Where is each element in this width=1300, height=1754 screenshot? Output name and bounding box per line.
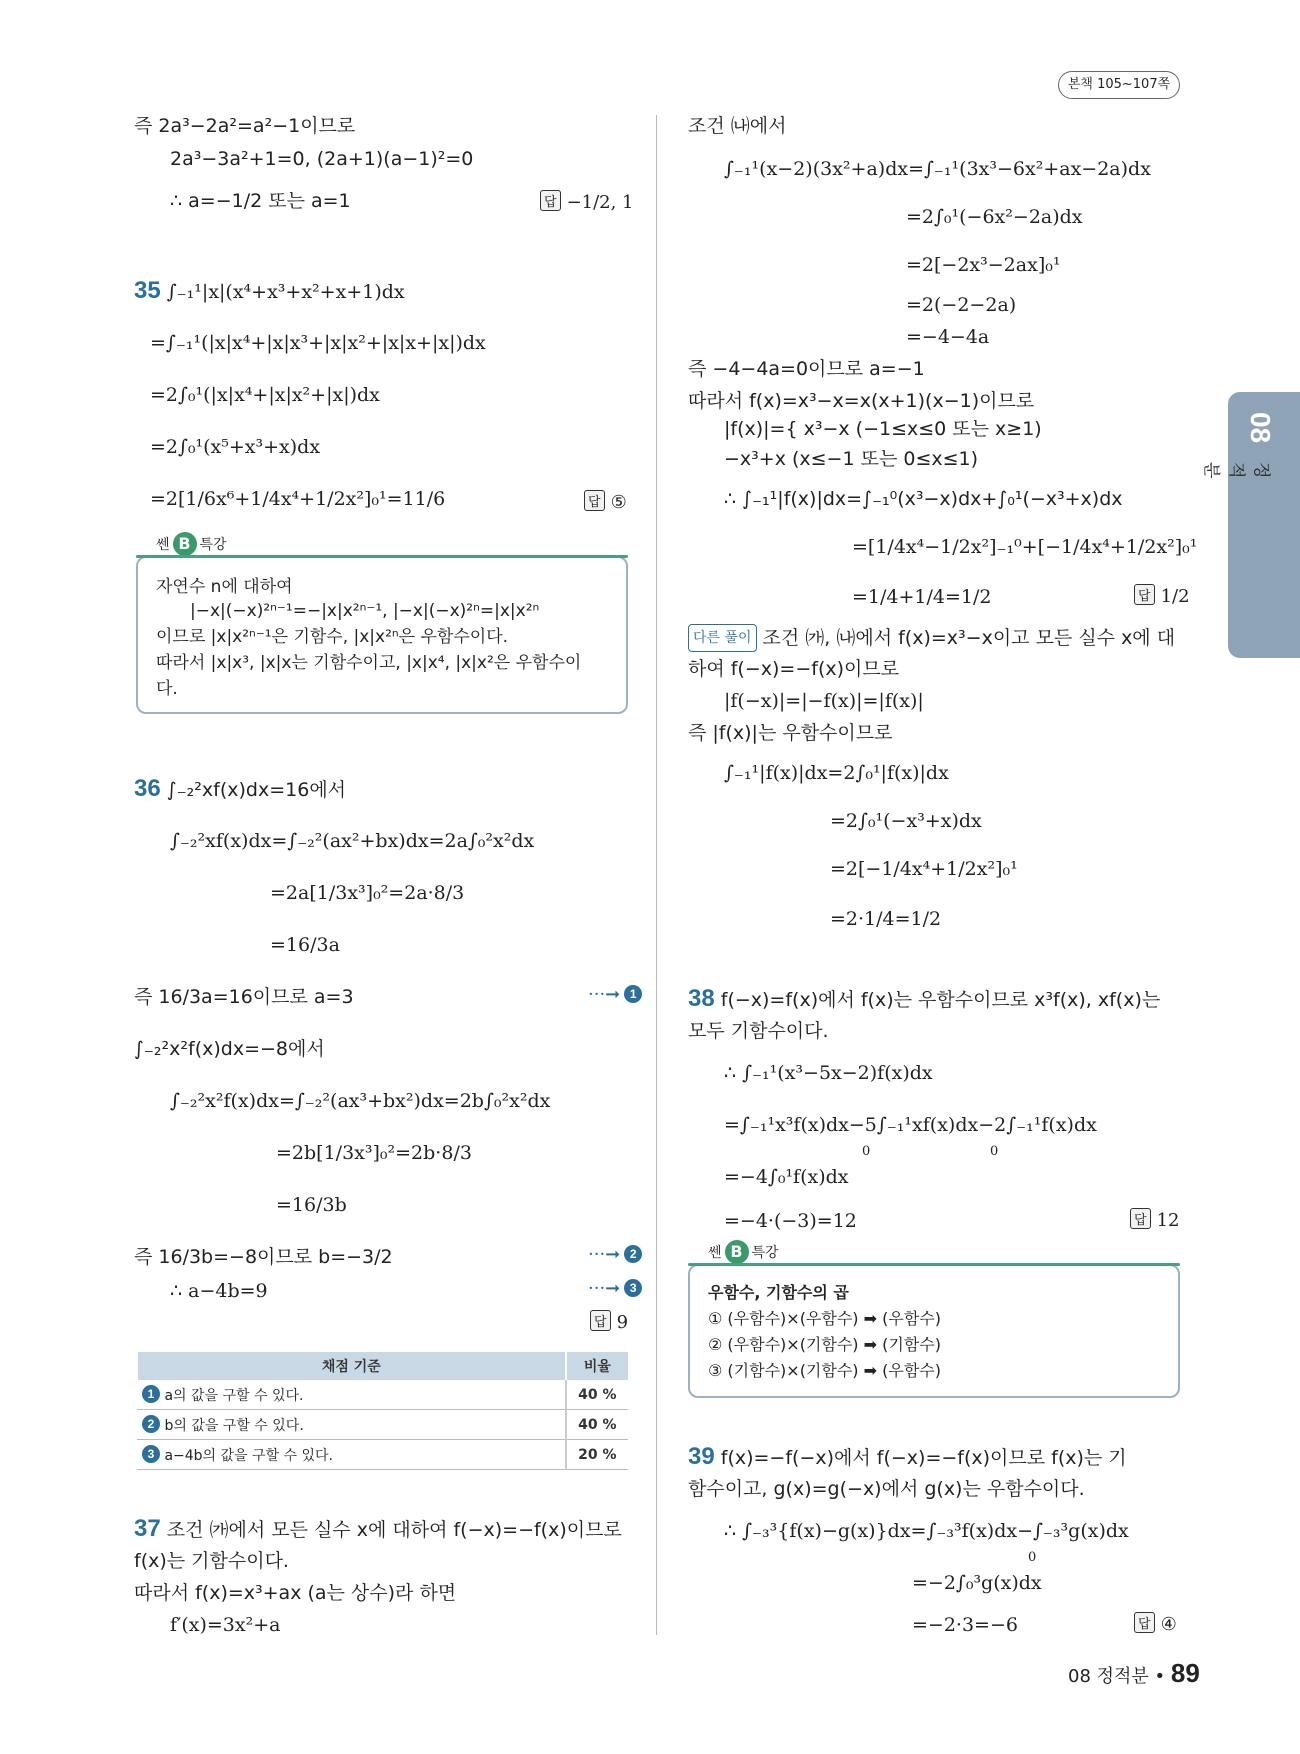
text-line: 자연수 n에 대하여	[156, 577, 293, 597]
text-line: 다.	[156, 679, 178, 699]
text-line: 조건 ㈏에서	[688, 115, 787, 137]
problem-number: 37	[134, 1515, 161, 1542]
answer-label: 답 ④	[1134, 1612, 1177, 1635]
text-line: 하여 f(−x)=−f(x)이므로	[688, 658, 900, 680]
zero-mark: 0	[862, 1144, 871, 1159]
alternate-solution: 다른 풀이 조건 ㈎, ㈏에서 f(x)=x³−x이고 모든 실수 x에 대	[688, 624, 1175, 652]
zero-mark: 0	[990, 1144, 999, 1159]
text-line: =−4−4a	[906, 326, 990, 348]
special-lecture-badge: 쎈 B 특강	[708, 1240, 779, 1264]
table-row: 1 a의 값을 구할 수 있다. 40 %	[137, 1380, 628, 1410]
text-line: 모두 기함수이다.	[688, 1020, 829, 1042]
text-line: f′(x)=3x²+a	[170, 1614, 281, 1636]
problem-number: 36	[134, 775, 161, 802]
text-line: =−2·3=−6	[912, 1614, 1018, 1636]
step-marker: ···➞ 3	[588, 1278, 642, 1299]
text-line: =2b[1/3x³]₀²=2b·8/3	[276, 1142, 472, 1164]
text-line: ∴ ∫₋₃³{f(x)−g(x)}dx=∫₋₃³f(x)dx−∫₋₃³g(x)dx	[724, 1520, 1129, 1542]
text-line: =−4·(−3)=12	[724, 1210, 857, 1232]
text-line: ∫₋₂²x²f(x)dx=∫₋₂²(ax³+bx²)dx=2b∫₀²x²dx	[170, 1090, 551, 1112]
special-lecture-badge: 쎈 B 특강	[156, 532, 227, 556]
text-line: 따라서 |x|x³, |x|x는 기함수이고, |x|x⁴, |x|x²은 우함수이	[156, 653, 582, 673]
text-line: =∫₋₁¹(|x|x⁴+|x|x³+|x|x²+|x|x+|x|)dx	[150, 332, 486, 354]
grading-header-rate: 비율	[566, 1352, 628, 1380]
text-line: 함수이고, g(x)=g(−x)에서 g(x)는 우함수이다.	[688, 1478, 1085, 1500]
text-line: =1/4+1/4=1/2	[852, 586, 992, 608]
text-line: =2·1/4=1/2	[830, 908, 942, 930]
text-line: |−x|(−x)²ⁿ⁻¹=−|x|x²ⁿ⁻¹, |−x|(−x)²ⁿ=|x|x²ⁿ	[190, 601, 540, 621]
text-line: 즉 16/3a=16이므로 a=3	[134, 986, 354, 1008]
problem-36: 36 ∫₋₂²xf(x)dx=16에서	[134, 775, 347, 802]
text-line: =−2∫₀³g(x)dx	[912, 1572, 1042, 1594]
text-line: ∴ ∫₋₁¹(x³−5x−2)f(x)dx	[724, 1062, 933, 1084]
answer-label: 답 ⑤	[584, 490, 627, 513]
text-line: f(x)는 기함수이다.	[134, 1550, 289, 1572]
text-line: ∫₋₁¹|f(x)|dx=2∫₀¹|f(x)|dx	[724, 762, 949, 784]
text-line: 이므로 |x|x²ⁿ⁻¹은 기함수, |x|x²ⁿ은 우함수이다.	[156, 627, 509, 647]
alternate-solution-label: 다른 풀이	[688, 624, 757, 652]
answer-label: 답 1/2	[1134, 584, 1190, 607]
chapter-title: 정적분	[1201, 462, 1271, 479]
text-line: 즉 2a³−2a²=a²−1이므로	[134, 115, 356, 137]
text-line: =[1/4x⁴−1/2x²]₋₁⁰+[−1/4x⁴+1/2x²]₀¹	[852, 536, 1198, 558]
answer-label: 답 −1/2, 1	[540, 190, 634, 213]
text-line: 따라서 f(x)=x³+ax (a는 상수)라 하면	[134, 1582, 457, 1604]
box-accent	[136, 555, 628, 558]
text-line: =2[−1/4x⁴+1/2x²]₀¹	[830, 858, 1018, 880]
text-line: −x³+x (x≤−1 또는 0≤x≤1)	[724, 448, 979, 470]
box-title: 우함수, 기함수의 곱	[708, 1283, 849, 1302]
text-line: ∫₋₂²xf(x)dx=∫₋₂²(ax²+bx)dx=2a∫₀²x²dx	[170, 830, 535, 852]
text-line: =16/3a	[270, 934, 340, 956]
text-line: 즉 16/3b=−8이므로 b=−3/2	[134, 1246, 393, 1268]
text-line: =2∫₀¹(x⁵+x³+x)dx	[150, 436, 321, 458]
problem-number: 38	[688, 985, 715, 1012]
problem-39: 39 f(x)=−f(−x)에서 f(−x)=−f(x)이므로 f(x)는 기	[688, 1443, 1127, 1470]
column-divider	[656, 115, 657, 1635]
text-line: =−4∫₀¹f(x)dx	[724, 1166, 849, 1188]
text-line: |f(−x)|=|−f(x)|=|f(x)|	[724, 690, 924, 712]
answer-label: 답 12	[1130, 1208, 1179, 1231]
text-line: =2(−2−2a)	[906, 294, 1017, 316]
text-line: =2a[1/3x³]₀²=2a·8/3	[270, 882, 465, 904]
text-line: =2[1/6x⁶+1/4x⁴+1/2x²]₀¹=11/6	[150, 488, 446, 510]
problem-35: 35 ∫₋₁¹|x|(x⁴+x³+x²+x+1)dx	[134, 277, 405, 304]
text-line: 따라서 f(x)=x³−x=x(x+1)(x−1)이므로	[688, 390, 1035, 412]
page-footer	[1068, 1658, 1200, 1689]
step-marker: ···➞ 2	[588, 1244, 642, 1265]
text-line: ∫₋₂²x²f(x)dx=−8에서	[134, 1038, 325, 1060]
text-line: =16/3b	[276, 1194, 347, 1216]
zero-mark: 0	[1028, 1550, 1037, 1565]
text-line: |f(x)|={ x³−x (−1≤x≤0 또는 x≥1)	[724, 418, 1042, 440]
text-line: =2∫₀¹(|x|x⁴+|x|x²+|x|)dx	[150, 384, 380, 406]
page-reference-pill: 본책 105~107쪽	[1058, 71, 1180, 99]
problem-number: 39	[688, 1443, 715, 1470]
text-line: =2∫₀¹(−6x²−2a)dx	[906, 206, 1083, 228]
text-line: ∴ a=−1/2 또는 a=1	[170, 190, 351, 212]
step-marker: ···➞ 1	[588, 984, 642, 1005]
text-line: 즉 −4−4a=0이므로 a=−1	[688, 358, 925, 380]
page-number: 89	[1170, 1658, 1200, 1688]
problem-38: 38 f(−x)=f(x)에서 f(x)는 우함수이므로 x³f(x), xf(x)는	[688, 985, 1161, 1012]
footer-chapter: 08 정적분 •	[1068, 1666, 1166, 1687]
chapter-number: 08	[1245, 412, 1276, 444]
text-line: ∴ ∫₋₁¹|f(x)|dx=∫₋₁⁰(x³−x)dx+∫₀¹(−x³+x)dx	[724, 488, 1123, 510]
problem-37: 37 조건 ㈎에서 모든 실수 x에 대하여 f(−x)=−f(x)이므로	[134, 1515, 622, 1542]
text-line: =∫₋₁¹x³f(x)dx−5∫₋₁¹xf(x)dx−2∫₋₁¹f(x)dx	[724, 1114, 1097, 1136]
grading-header-criteria: 채점 기준	[137, 1352, 566, 1380]
text-line: ② (우함수)×(기함수) ➡ (기함수)	[708, 1335, 941, 1354]
grading-table	[136, 1352, 628, 1470]
text-line: ③ (기함수)×(기함수) ➡ (우함수)	[708, 1361, 941, 1380]
problem-number: 35	[134, 277, 161, 304]
text-line: ① (우함수)×(우함수) ➡ (우함수)	[708, 1309, 941, 1328]
table-row: 2 b의 값을 구할 수 있다. 40 %	[137, 1410, 628, 1440]
text-line: 즉 |f(x)|는 우함수이므로	[688, 722, 893, 744]
table-row: 3 a−4b의 값을 구할 수 있다. 20 %	[137, 1440, 628, 1470]
chapter-side-tab	[1201, 392, 1300, 658]
text-line: ∴ a−4b=9	[170, 1280, 268, 1302]
text-line: ∫₋₁¹(x−2)(3x²+a)dx=∫₋₁¹(3x³−6x²+ax−2a)dx	[724, 158, 1151, 180]
box-accent	[688, 1263, 1180, 1266]
answer-label: 답 9	[590, 1310, 628, 1333]
text-line: =2[−2x³−2ax]₀¹	[906, 254, 1061, 276]
text-line: 2a³−3a²+1=0, (2a+1)(a−1)²=0	[170, 148, 474, 170]
text-line: =2∫₀¹(−x³+x)dx	[830, 810, 982, 832]
